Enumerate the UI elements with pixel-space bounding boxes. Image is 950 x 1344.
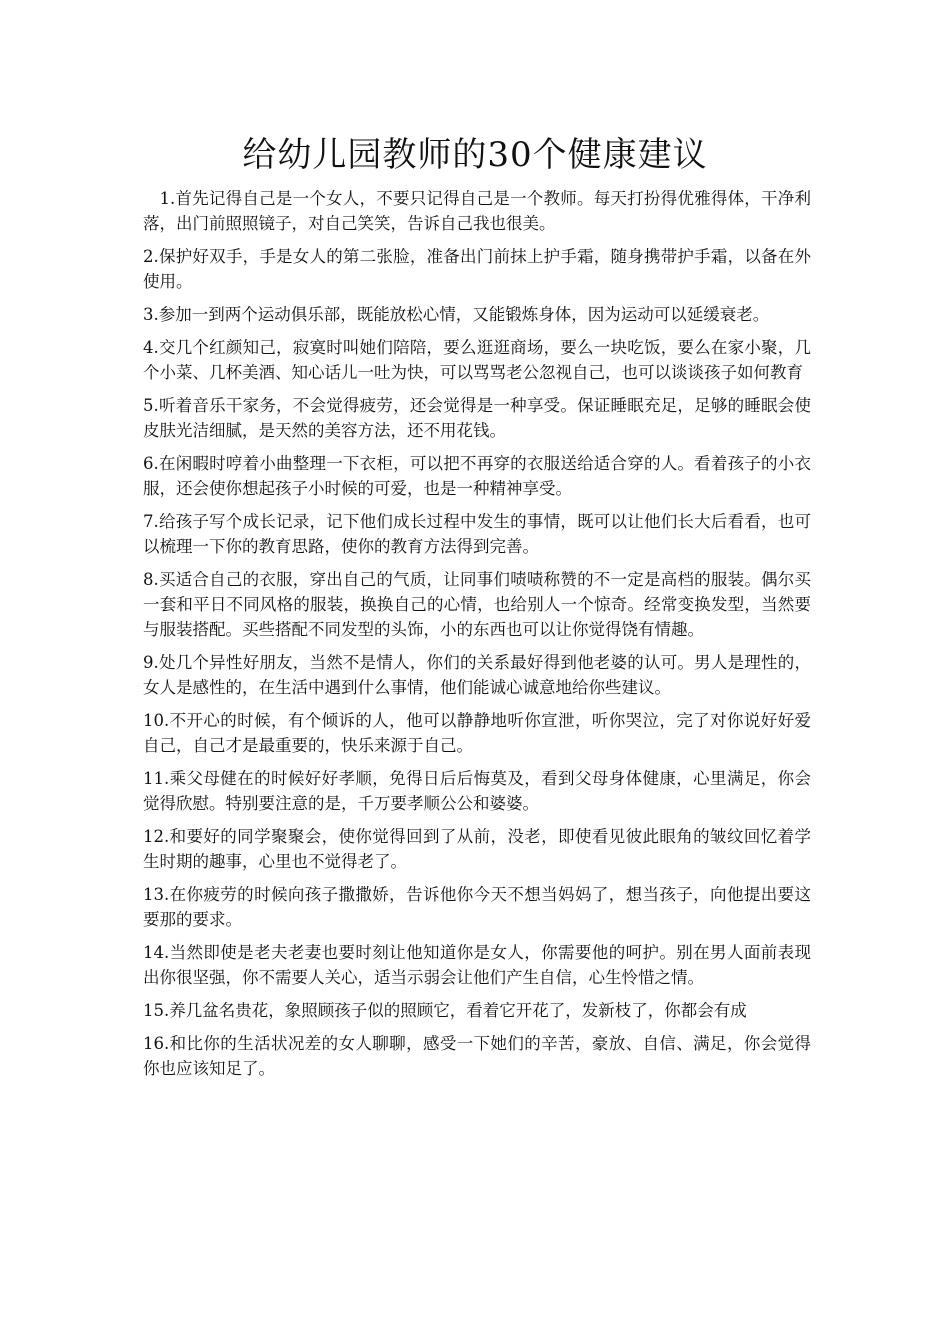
advice-item-4: 4.交几个红颜知己，寂寞时叫她们陪陪，要么逛逛商场，要么一块吃饭，要么在家小聚，几个小菜、几杯美酒、知心话儿一吐为快，可以骂骂老公忽视自己，也可以谈谈孩子如何教育 — [143, 338, 811, 382]
advice-item-14: 14.当然即使是老夫老妻也要时刻让他知道你是女人，你需要他的呵护。别在男人面前表现出你很坚强，你不需要人关心，适当示弱会让他们产生自信，心生怜惜之情。 — [143, 943, 811, 987]
advice-item-5: 5.听着音乐干家务，不会觉得疲劳，还会觉得是一种享受。保证睡眠充足，足够的睡眠会使皮肤光洁细腻，是天然的美容方法，还不用花钱。 — [143, 396, 811, 440]
advice-item-9: 9.处几个异性好朋友，当然不是情人，你们的关系最好得到他老婆的认可。男人是理性的，女人是感性的，在生活中遇到什么事情，他们能诚心诚意地给你些建议。 — [143, 653, 811, 697]
advice-item-15: 15.养几盆名贵花，象照顾孩子似的照顾它，看着它开花了，发新枝了，你都会有成 — [143, 1001, 747, 1020]
advice-list — [143, 186, 811, 1089]
document-title: 给幼儿园教师的30个健康建议 — [242, 135, 708, 175]
advice-item-6: 6.在闲暇时哼着小曲整理一下衣柜，可以把不再穿的衣服送给适合穿的人。看着孩子的小衣服，还会使你想起孩子小时候的可爱，也是一种精神享受。 — [143, 454, 811, 498]
advice-item-16: 16.和比你的生活状况差的女人聊聊，感受一下她们的辛苦，豪放、自信、满足，你会觉得你也应该知足了。 — [143, 1034, 811, 1078]
advice-item-12: 12.和要好的同学聚聚会，使你觉得回到了从前，没老，即使看见彼此眼角的皱纹回忆着学生时期的趣事，心里也不觉得老了。 — [143, 827, 811, 871]
advice-item-8: 8.买适合自己的衣服，穿出自己的气质，让同事们啧啧称赞的不一定是高档的服装。偶尔买一套和平日不同风格的服装，换换自己的心情，也给别人一个惊奇。经常变换发型，当然要与服装搭配。买些搭配不同发型的头饰，小的东西也可以让你觉得饶有情趣。 — [143, 570, 811, 639]
advice-item-13: 13.在你疲劳的时候向孩子撒撒娇，告诉他你今天不想当妈妈了，想当孩子，向他提出要这要那的要求。 — [143, 885, 811, 929]
advice-item-1: 1.首先记得自己是一个女人，不要只记得自己是一个教师。每天打扮得优雅得体，干净利落，出门前照照镜子，对自己笑笑，告诉自己我也很美。 — [143, 189, 811, 233]
advice-item-11: 11.乘父母健在的时候好好孝顺，免得日后后悔莫及，看到父母身体健康，心里满足，你会觉得欣慰。特别要注意的是，千万要孝顺公公和婆婆。 — [143, 769, 811, 813]
advice-item-10: 10.不开心的时候，有个倾诉的人，他可以静静地听你宣泄，听你哭泣，完了对你说好好爱自己，自己才是最重要的，快乐来源于自己。 — [143, 711, 811, 755]
advice-item-3: 3.参加一到两个运动俱乐部，既能放松心情，又能锻炼身体，因为运动可以延缓衰老。 — [143, 305, 770, 324]
advice-item-2: 2.保护好双手，手是女人的第二张脸，准备出门前抹上护手霜，随身携带护手霜，以备在外使用。 — [143, 247, 811, 291]
advice-item-7: 7.给孩子写个成长记录，记下他们成长过程中发生的事情，既可以让他们长大后看看，也可以梳理一下你的教育思路，使你的教育方法得到完善。 — [143, 512, 811, 556]
